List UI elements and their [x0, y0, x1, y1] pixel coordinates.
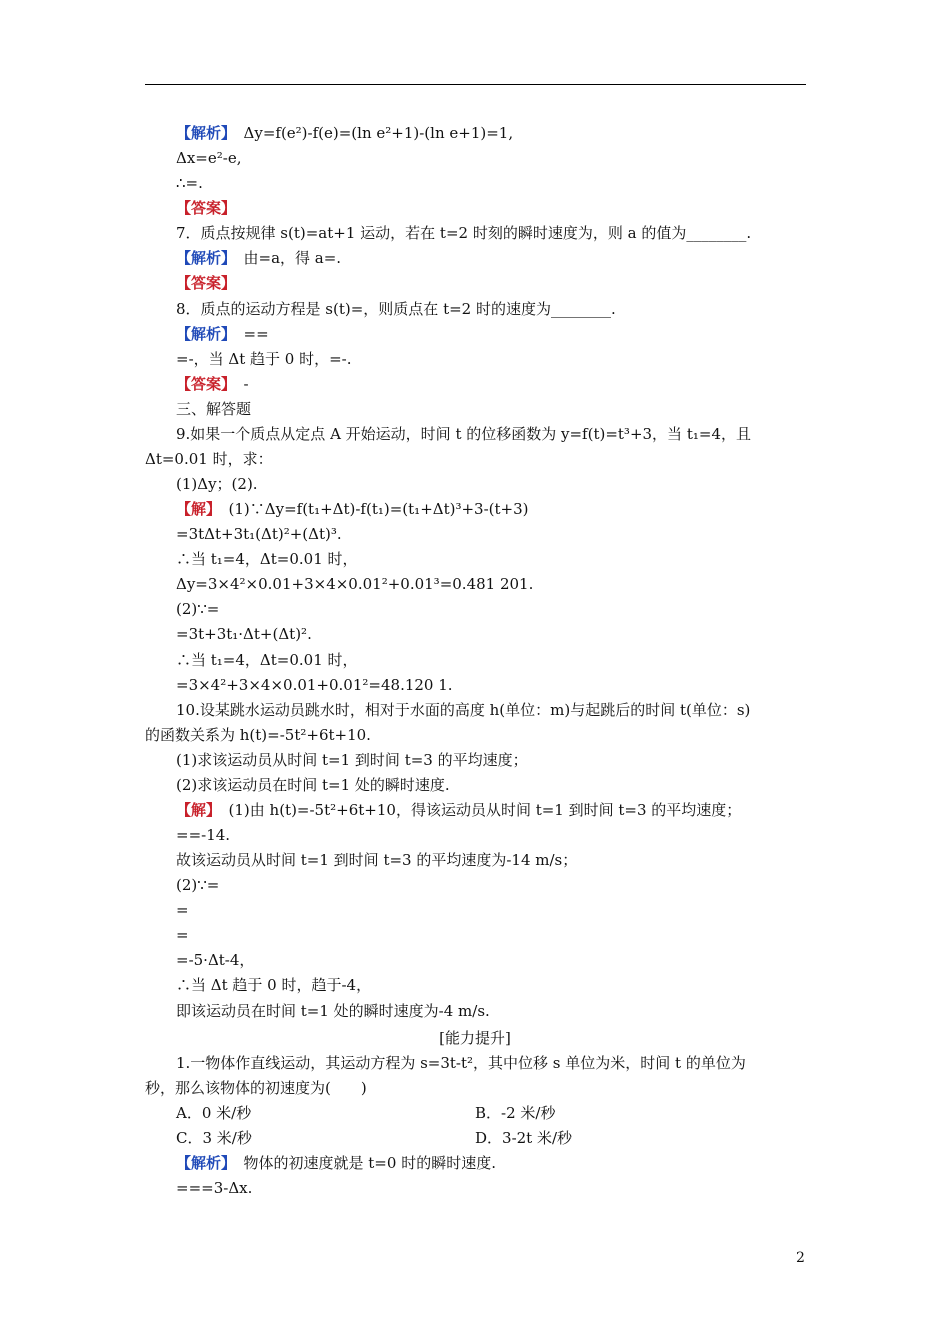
line-text: 9.如果一个质点从定点 A 开始运动，时间 t 的位移函数为 y=f(t)=t³+3，当 t₁=4，且 [176, 424, 751, 443]
q1-option-d: D．3-2t 米/秒 [475, 1129, 573, 1147]
text-line [176, 374, 249, 394]
q1-last-line: ===3-Δx. [176, 1179, 253, 1197]
line-text: (1)求该运动员从时间 t=1 到时间 t=3 的平均速度； [176, 750, 528, 769]
text-line [176, 574, 533, 594]
analysis-tag: 【解析】 [176, 1154, 229, 1172]
analysis-tag: 【解析】 [176, 124, 229, 142]
line-text: (1)由 h(t)=-5t²+6t+10，得该运动员从时间 t=1 到时间 t=3 的平均速度； [213, 800, 742, 819]
q1-option-b: B．-2 米/秒 [475, 1104, 556, 1122]
answer-tag: 【解】 [176, 500, 214, 519]
line-text: (2)∵= [176, 876, 220, 895]
q1-option-c: C．3 米/秒 [176, 1129, 252, 1147]
text-line [176, 273, 236, 293]
line-text: =-5·Δt-4， [176, 951, 255, 970]
line-text: =-，当 Δt 趋于 0 时，=-. [176, 349, 352, 368]
line-text: 8．质点的运动方程是 s(t)=，则质点在 t=2 时的速度为________. [176, 299, 616, 318]
text-line [176, 875, 219, 895]
line-text: Δy=3×4²×0.01+3×4×0.01²+0.01³=0.481 201. [176, 575, 534, 594]
text-line [176, 650, 358, 670]
text-line [145, 449, 273, 469]
text-line [176, 223, 751, 243]
line-text: ∴当 t₁=4，Δt=0.01 时， [176, 550, 358, 569]
line-text: 的函数关系为 h(t)=-5t²+6t+10. [145, 725, 371, 744]
text-line [176, 900, 189, 920]
line-text: =3t+3t₁·Δt+(Δt)². [176, 625, 312, 644]
text-line [176, 624, 312, 644]
section-heading: [能力提升] [439, 1029, 511, 1047]
text-line [176, 474, 258, 494]
text-line [176, 750, 528, 770]
q1-option-a: A．0 米/秒 [176, 1104, 252, 1122]
text-line [176, 850, 577, 870]
line-text: 由=a，得 a=. [228, 249, 342, 268]
line-text: = [176, 901, 189, 920]
text-line [176, 1001, 490, 1021]
text-line [176, 299, 616, 319]
line-text: = [176, 926, 189, 945]
line-text: Δx=e²-e, [176, 149, 242, 168]
text-line [176, 925, 189, 945]
answer-tag: 【解】 [176, 800, 214, 819]
analysis-tag: 【解析】 [176, 324, 229, 343]
line-text: Δt=0.01 时，求： [145, 449, 273, 468]
text-line [176, 499, 529, 519]
answer-tag: 【答案】 [176, 374, 229, 393]
line-text: (1)∵Δy=f(t₁+Δt)-f(t₁)=(t₁+Δt)³+3-(t+3) [213, 500, 529, 519]
line-text: (1)Δy；(2). [176, 475, 258, 493]
text-line [176, 148, 241, 168]
header-rule [145, 84, 806, 85]
line-text: (2)∵= [176, 600, 220, 619]
line-text: == [228, 324, 269, 343]
line-text: 即该运动员在时间 t=1 处的瞬时速度为-4 m/s. [176, 1001, 490, 1020]
text-line [176, 950, 254, 970]
text-line [176, 524, 342, 544]
line-text: ∴当 t₁=4，Δt=0.01 时， [176, 650, 358, 669]
line-text: Δy=f(e²)-f(e)=(ln e²+1)-(ln e+1)=1, [228, 124, 514, 142]
line-text: 10.设某跳水运动员跳水时，相对于水面的高度 h(单位：m)与起跳后的时间 t(单位：s) [176, 700, 751, 719]
text-line [176, 424, 751, 444]
text-line [176, 599, 219, 619]
q1-analysis [176, 1153, 496, 1173]
line-text: 故该运动员从时间 t=1 到时间 t=3 的平均速度为-14 m/s； [176, 851, 578, 869]
answer-tag: 【答案】 [176, 199, 237, 218]
text-line [176, 248, 341, 268]
line-text: 7．质点按规律 s(t)=at+1 运动，若在 t=2 时刻的瞬时速度为，则 a 的值为________. [176, 224, 752, 243]
text-line [176, 825, 230, 845]
line-text: (2)求该运动员在时间 t=1 处的瞬时速度. [176, 775, 450, 794]
line-text: =3×4²+3×4×0.01+0.01²=48.120 1. [176, 675, 453, 694]
analysis-text: 物体的初速度就是 t=0 时的瞬时速度. [228, 1154, 496, 1172]
page-number: 2 [796, 1250, 805, 1266]
text-line [176, 123, 513, 143]
q1-line2: 秒，那么该物体的初速度为( ) [145, 1079, 367, 1097]
text-line [176, 775, 450, 795]
text-line [145, 725, 371, 745]
line-text: =3tΔt+3t₁(Δt)²+(Δt)³. [176, 525, 342, 544]
text-line [176, 700, 750, 720]
line-text: 三、解答题 [176, 399, 252, 418]
text-line [176, 349, 352, 369]
text-line [176, 675, 453, 695]
text-line [176, 173, 203, 193]
text-line [176, 800, 741, 820]
analysis-tag: 【解析】 [176, 249, 229, 268]
text-line [176, 198, 236, 218]
line-text: ==-14. [176, 826, 231, 844]
line-text: - [228, 374, 249, 393]
text-line [176, 324, 269, 344]
text-line [176, 549, 358, 569]
text-line [176, 975, 371, 995]
text-line [176, 399, 251, 419]
line-text: ∴=. [176, 174, 203, 193]
line-text: ∴当 Δt 趋于 0 时，趋于-4， [176, 976, 372, 995]
q1-line1: 1.一物体作直线运动，其运动方程为 s=3t-t²，其中位移 s 单位为米，时间 t 的单位为 [176, 1054, 746, 1072]
answer-tag: 【答案】 [176, 274, 237, 293]
